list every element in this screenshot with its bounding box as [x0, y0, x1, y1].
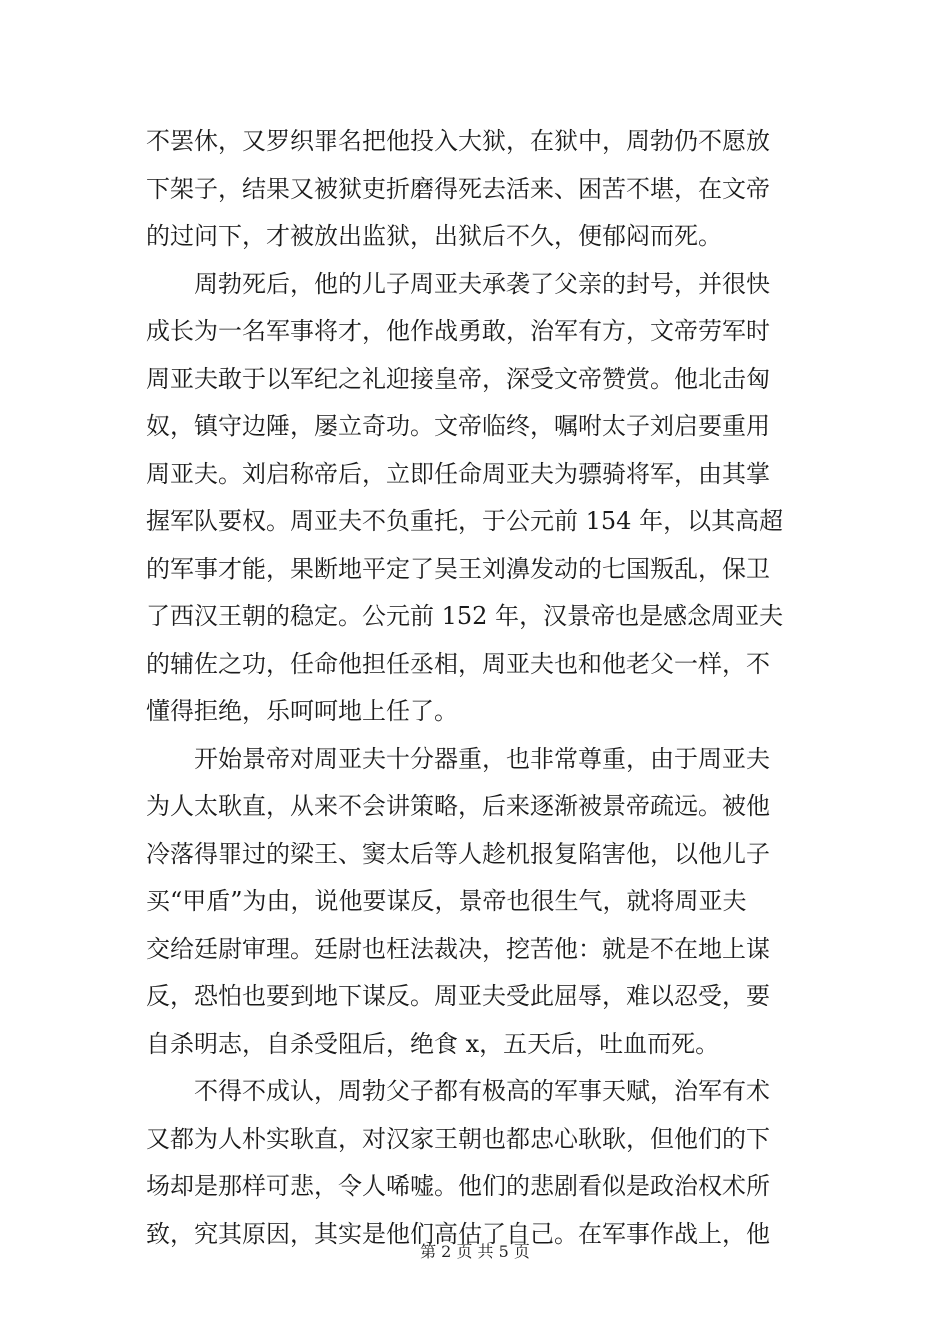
text-line: 的过问下，才被放出监狱，出狱后不久，便郁闷而死。: [146, 222, 722, 250]
text-line: 握军队要权。周亚夫不负重托，于公元前 154 年，以其高超: [146, 507, 784, 535]
text-line: 下架子，结果又被狱吏折磨得死去活来、困苦不堪，在文帝: [146, 174, 770, 203]
text-line: 不得不成认，周勃父子都有极高的军事天赋，治军有术: [146, 1077, 770, 1105]
text-line: 反，恐怕也要到地下谋反。周亚夫受此屈辱，难以忍受，要: [146, 982, 770, 1010]
text-line: 冷落得罪过的梁王、窦太后等人趁机报复陷害他，以他儿子: [146, 839, 770, 868]
document-body: [146, 118, 810, 1258]
text-line: 懂得拒绝，乐呵呵地上任了。: [146, 697, 458, 725]
text-line: 周勃死后，他的儿子周亚夫承袭了父亲的封号，并很快: [146, 269, 770, 298]
text-line: 自杀明志，自杀受阻后，绝食 x，五天后，吐血而死。: [146, 1029, 720, 1058]
text-line: 奴，镇守边陲，屡立奇功。文帝临终，嘱咐太子刘启要重用: [146, 412, 770, 440]
text-line: 交给廷尉审理。廷尉也枉法裁决，挖苦他：就是不在地上谋: [146, 934, 770, 963]
text-line: 了西汉王朝的稳定。公元前 152 年，汉景帝也是感念周亚夫: [146, 602, 784, 630]
text-line: 又都为人朴实耿直，对汉家王朝也都忠心耿耿，但他们的下: [146, 1124, 770, 1153]
text-line: 场却是那样可悲，令人唏嘘。他们的悲剧看似是政治权术所: [146, 1172, 770, 1200]
page-number-footer: 第 2 页 共 5 页: [420, 1242, 530, 1261]
text-line: 的军事才能，果断地平定了吴王刘濞发动的七国叛乱，保卫: [146, 554, 770, 583]
text-line: 周亚夫。刘启称帝后，立即任命周亚夫为骠骑将军，由其掌: [146, 459, 770, 488]
text-line: 致，究其原因，其实是他们高估了自己。在军事作战上，他: [146, 1219, 770, 1248]
text-line: 成长为一名军事将才，他作战勇敢，治军有方，文帝劳军时: [146, 317, 770, 345]
text-line: 为人太耿直，从来不会讲策略，后来逐渐被景帝疏远。被他: [146, 792, 770, 820]
text-line: 周亚夫敢于以军纪之礼迎接皇帝，深受文帝赞赏。他北击匈: [146, 364, 770, 393]
text-line: 的辅佐之功，任命他担任丞相，周亚夫也和他老父一样，不: [146, 649, 770, 678]
text-line: 买“甲盾”为由，说他要谋反，景帝也很生气，就将周亚夫: [146, 887, 747, 915]
text-line: 不罢休，又罗织罪名把他投入大狱，在狱中，周勃仍不愿放: [146, 127, 770, 155]
text-line: 开始景帝对周亚夫十分器重，也非常尊重，由于周亚夫: [146, 744, 770, 773]
